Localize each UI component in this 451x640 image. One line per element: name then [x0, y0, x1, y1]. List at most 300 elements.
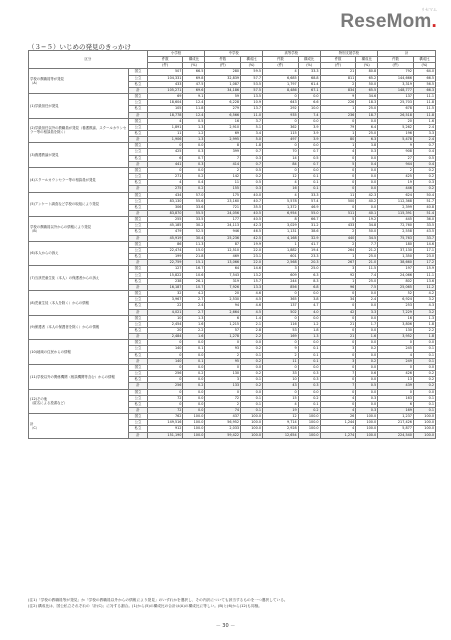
- count-cell: 4: [262, 401, 298, 407]
- count-cell: 12: [262, 414, 298, 420]
- ratio-cell: 12.4: [183, 112, 205, 118]
- ratio-cell: 11.5: [356, 266, 378, 272]
- count-cell: 72: [147, 395, 183, 401]
- count-cell: 267: [320, 260, 356, 266]
- header-school: 小学校: [147, 51, 205, 57]
- school-type: 私立: [129, 229, 147, 235]
- ratio-cell: 0.2: [298, 395, 320, 401]
- ratio-cell: 57.0: [183, 192, 205, 198]
- count-cell: 433: [147, 81, 183, 87]
- ratio-cell: 0.7: [241, 161, 263, 167]
- count-cell: 137: [262, 303, 298, 309]
- count-cell: 0: [147, 340, 183, 346]
- count-cell: 12: [262, 174, 298, 180]
- ratio-cell: 0.2: [298, 408, 320, 414]
- ratio-cell: 100.0: [241, 420, 263, 426]
- table-row: [29, 69, 436, 75]
- ratio-cell: 0.2: [241, 174, 263, 180]
- count-cell: 275: [147, 186, 183, 192]
- ratio-cell: 13.2: [241, 272, 263, 278]
- count-cell: 4: [320, 149, 356, 155]
- ratio-cell: 7.7: [356, 241, 378, 247]
- ratio-cell: 1.4: [241, 315, 263, 321]
- ratio-cell: 66.5: [413, 75, 435, 81]
- ratio-cell: 100.0: [183, 432, 205, 438]
- count-cell: 53: [262, 327, 298, 333]
- ratio-cell: 100.0: [356, 426, 378, 432]
- count-cell: 0: [320, 155, 356, 161]
- category-label: (1)学級担任が発見: [29, 94, 129, 119]
- count-cell: 1,278: [205, 334, 241, 340]
- count-cell: 2,568: [262, 260, 298, 266]
- count-cell: 95: [205, 358, 241, 364]
- table-row: [29, 192, 436, 198]
- count-cell: 43: [262, 383, 298, 389]
- count-cell: 0: [320, 389, 356, 395]
- header-unit: (件): [205, 63, 241, 69]
- count-cell: 86: [147, 241, 183, 247]
- ratio-cell: 11.8: [413, 112, 435, 118]
- school-type: 私立: [129, 81, 147, 87]
- ratio-cell: 0.0: [298, 291, 320, 297]
- count-cell: 2,558: [378, 229, 414, 235]
- ratio-cell: 0.2: [183, 371, 205, 377]
- ratio-cell: 0.0: [183, 401, 205, 407]
- ratio-cell: 0.1: [413, 352, 435, 358]
- count-cell: 96: [320, 284, 356, 290]
- ratio-cell: 1.7: [356, 321, 378, 327]
- school-type: 国立: [129, 143, 147, 149]
- ratio-cell: 15.7: [241, 278, 263, 284]
- count-cell: 434: [147, 192, 183, 198]
- ratio-cell: 0.0: [183, 408, 205, 414]
- ratio-cell: 100.0: [298, 414, 320, 420]
- count-cell: 148,777: [378, 87, 414, 93]
- ratio-cell: 22.0: [241, 247, 263, 253]
- count-cell: 11: [262, 358, 298, 364]
- school-type: 公立: [129, 272, 147, 278]
- count-cell: 224,540: [378, 432, 414, 438]
- ratio-cell: 46.9: [298, 204, 320, 210]
- header-col: 件数: [378, 57, 414, 63]
- ratio-cell: 30.4: [183, 235, 205, 241]
- count-cell: 5,578: [262, 198, 298, 204]
- ratio-cell: 7.5: [356, 284, 378, 290]
- school-type: 私立: [129, 278, 147, 284]
- count-cell: 3,319: [378, 81, 414, 87]
- count-cell: 177: [205, 217, 241, 223]
- ratio-cell: 55.0: [298, 211, 320, 217]
- ratio-cell: 0.7: [298, 161, 320, 167]
- count-cell: 0: [320, 315, 356, 321]
- ratio-cell: 2.2: [413, 327, 435, 333]
- header-col: 構成比: [413, 57, 435, 63]
- count-cell: 0: [320, 291, 356, 297]
- school-type: 私立: [129, 254, 147, 260]
- school-type: 計: [129, 186, 147, 192]
- ratio-cell: 53.5: [241, 81, 263, 87]
- count-cell: 20: [378, 118, 414, 124]
- ratio-cell: 0.5: [183, 118, 205, 124]
- ratio-cell: 3.3: [413, 130, 435, 136]
- count-cell: 19: [262, 408, 298, 414]
- school-type: 国立: [129, 69, 147, 75]
- ratio-cell: 8.3: [298, 278, 320, 284]
- count-cell: 609: [262, 272, 298, 278]
- ratio-cell: 33.5: [413, 223, 435, 229]
- count-cell: 59: [205, 94, 241, 100]
- count-cell: 2,530: [205, 297, 241, 303]
- count-cell: 811: [320, 75, 356, 81]
- count-cell: 319: [205, 278, 241, 284]
- ratio-cell: 1.6: [183, 334, 205, 340]
- count-cell: 180: [378, 241, 414, 247]
- ratio-cell: 1.2: [298, 321, 320, 327]
- count-cell: 11: [147, 130, 183, 136]
- count-cell: 1: [320, 254, 356, 260]
- count-cell: 912: [147, 426, 183, 432]
- count-cell: 24,113: [205, 223, 241, 229]
- ratio-cell: 55.6: [183, 198, 205, 204]
- ratio-cell: 0.1: [298, 346, 320, 352]
- ratio-cell: 1.6: [413, 118, 435, 124]
- count-cell: 175: [205, 192, 241, 198]
- count-cell: 26: [320, 414, 356, 420]
- count-cell: 624: [378, 192, 414, 198]
- school-type: 私立: [129, 303, 147, 309]
- count-cell: 0: [320, 364, 356, 370]
- ratio-cell: 3.4: [241, 130, 263, 136]
- count-cell: 507: [147, 69, 183, 75]
- ratio-cell: 11.8: [183, 106, 205, 112]
- ratio-cell: 33.3: [298, 192, 320, 198]
- ratio-cell: 35.5: [241, 204, 263, 210]
- ratio-cell: 100.0: [356, 420, 378, 426]
- ratio-cell: 15.0: [183, 247, 205, 253]
- ratio-cell: 100.0: [413, 420, 435, 426]
- school-type: 私立: [129, 327, 147, 333]
- count-cell: 2: [320, 241, 356, 247]
- count-cell: 13: [378, 377, 414, 383]
- count-cell: 0: [320, 186, 356, 192]
- ratio-cell: 3.9: [298, 124, 320, 130]
- ratio-cell: 51.7: [413, 198, 435, 204]
- ratio-cell: 0.2: [183, 383, 205, 389]
- ratio-cell: 0.0: [183, 352, 205, 358]
- school-type: 計: [129, 284, 147, 290]
- school-type: 計: [129, 358, 147, 364]
- count-cell: 112,368: [378, 198, 414, 204]
- ratio-cell: 19.2: [356, 217, 378, 223]
- ratio-cell: 4.0: [298, 309, 320, 315]
- school-type: 国立: [129, 118, 147, 124]
- count-cell: 45,919: [147, 235, 183, 241]
- ratio-cell: 4.7: [298, 303, 320, 309]
- count-cell: 0: [262, 118, 298, 124]
- header-col: 件数: [205, 57, 241, 63]
- count-cell: 7,543: [205, 272, 241, 278]
- count-cell: 5,478: [378, 137, 414, 143]
- count-cell: 1,131: [262, 229, 298, 235]
- school-type: 公立: [129, 124, 147, 130]
- school-type: 国立: [129, 266, 147, 272]
- count-cell: 16: [262, 186, 298, 192]
- count-cell: 0: [320, 352, 356, 358]
- ratio-cell: 50.0: [356, 81, 378, 87]
- ratio-cell: 1.3: [183, 137, 205, 143]
- ratio-cell: 18.7: [356, 112, 378, 118]
- ratio-cell: 57.7: [241, 75, 263, 81]
- note-2: (注2) 構成比は、国公私立それぞれの「計(C)」に対する割合。(1)から(5)の構成比の合計は(A)の構成比に等しい。(B)と(6)から(12)も同様。: [28, 604, 262, 608]
- ratio-cell: 21.8: [183, 254, 205, 260]
- count-cell: 79: [320, 124, 356, 130]
- section-title: （３−５）いじめの発見のきっかけ: [28, 43, 131, 51]
- ratio-cell: 19.4: [298, 247, 320, 253]
- count-cell: 856: [262, 284, 298, 290]
- count-cell: 245: [378, 346, 414, 352]
- count-cell: 0: [262, 364, 298, 370]
- category-label: (4)スクールカウンセラー等の相談員が発見: [29, 167, 129, 192]
- school-type: 公立: [129, 395, 147, 401]
- count-cell: 3: [262, 266, 298, 272]
- count-cell: 2: [205, 167, 241, 173]
- count-cell: 2,454: [147, 321, 183, 327]
- ratio-cell: 22.0: [241, 260, 263, 266]
- ratio-cell: 0.0: [183, 143, 205, 149]
- count-cell: 0: [320, 204, 356, 210]
- count-cell: 93: [205, 346, 241, 352]
- ratio-cell: 66.5: [183, 69, 205, 75]
- ratio-cell: 40.2: [356, 198, 378, 204]
- count-cell: 21: [320, 334, 356, 340]
- count-cell: 271: [147, 174, 183, 180]
- count-cell: 441: [147, 161, 183, 167]
- ratio-cell: 0.7: [413, 143, 435, 149]
- ratio-cell: 0.1: [241, 401, 263, 407]
- count-cell: 226: [320, 100, 356, 106]
- ratio-cell: 43.5: [413, 229, 435, 235]
- ratio-cell: 0.1: [183, 358, 205, 364]
- header-col: 件数: [147, 57, 183, 63]
- count-cell: 4: [147, 180, 183, 186]
- count-cell: 15,822: [147, 272, 183, 278]
- count-cell: 0: [147, 352, 183, 358]
- ratio-cell: 25.0: [356, 254, 378, 260]
- count-cell: 0: [320, 167, 356, 173]
- ratio-cell: 0.0: [356, 155, 378, 161]
- ratio-cell: 1.6: [356, 334, 378, 340]
- ratio-cell: 0.1: [241, 395, 263, 401]
- ratio-cell: 0.0: [298, 94, 320, 100]
- table-row: [29, 217, 436, 223]
- header-col: 構成比: [356, 57, 378, 63]
- ratio-cell: 25.0: [356, 278, 378, 284]
- ratio-cell: 100.0: [356, 432, 378, 438]
- school-type: 計: [129, 432, 147, 438]
- count-cell: 1: [320, 278, 356, 284]
- count-cell: 92: [320, 272, 356, 278]
- count-cell: 197: [378, 266, 414, 272]
- ratio-cell: 0.0: [241, 364, 263, 370]
- ratio-cell: 0.1: [298, 174, 320, 180]
- count-cell: 2: [262, 352, 298, 358]
- count-cell: 75,763: [378, 235, 414, 241]
- count-cell: 83,130: [147, 198, 183, 204]
- count-cell: 511: [320, 211, 356, 217]
- ratio-cell: 0.3: [356, 149, 378, 155]
- school-type: 公立: [129, 346, 147, 352]
- ratio-cell: 100.0: [298, 426, 320, 432]
- count-cell: 1,244: [320, 420, 356, 426]
- ratio-cell: 11.2: [413, 284, 435, 290]
- ratio-cell: 100.0: [241, 426, 263, 432]
- count-cell: 0: [147, 401, 183, 407]
- count-cell: 26,518: [378, 112, 414, 118]
- count-cell: 1,237: [378, 414, 414, 420]
- count-cell: 4: [320, 426, 356, 432]
- count-cell: 256: [147, 383, 183, 389]
- category-label: (2)学級担任以外の教職員が発見（養護教諭、スクールカウンセラー等の相談員を除く）: [29, 118, 129, 143]
- ratio-cell: 40.8: [413, 204, 435, 210]
- category-label: (6)本人からの訴え: [29, 241, 129, 266]
- ratio-cell: 0.0: [356, 174, 378, 180]
- count-cell: 11: [320, 192, 356, 198]
- ratio-cell: 0.0: [356, 389, 378, 395]
- count-cell: 1,215: [205, 321, 241, 327]
- count-cell: 445: [378, 217, 414, 223]
- header-col: 件数: [262, 57, 298, 63]
- ratio-cell: 0.3: [183, 161, 205, 167]
- ratio-cell: 3.2: [413, 309, 435, 315]
- ratio-cell: 57.5: [241, 87, 263, 93]
- header-school: 計: [378, 51, 436, 57]
- count-cell: 45,185: [147, 223, 183, 229]
- count-cell: 27: [378, 155, 414, 161]
- count-cell: 42: [320, 309, 356, 315]
- ratio-cell: 25.0: [356, 130, 378, 136]
- count-cell: 2,928: [262, 426, 298, 432]
- ratio-cell: 0.2: [183, 186, 205, 192]
- count-cell: 502: [262, 309, 298, 315]
- count-cell: 140: [147, 358, 183, 364]
- ratio-cell: 100.0: [413, 426, 435, 432]
- ratio-cell: 2.8: [241, 327, 263, 333]
- count-cell: 0: [147, 377, 183, 383]
- ratio-cell: 65.2: [356, 75, 378, 81]
- page-number: － 30 －: [215, 623, 236, 629]
- count-cell: 1,372: [262, 204, 298, 210]
- ratio-cell: 2.4: [413, 137, 435, 143]
- ratio-cell: 0.1: [241, 408, 263, 414]
- ratio-cell: 2.4: [356, 297, 378, 303]
- header-unit: (%): [183, 63, 205, 69]
- school-type: 計: [129, 211, 147, 217]
- count-cell: 9: [262, 346, 298, 352]
- count-cell: 497: [262, 137, 298, 143]
- count-cell: 2,910: [205, 124, 241, 130]
- count-cell: 0: [320, 174, 356, 180]
- ratio-cell: 2.4: [183, 303, 205, 309]
- ratio-cell: 0.1: [298, 180, 320, 186]
- count-cell: 601: [262, 254, 298, 260]
- count-cell: 16: [205, 118, 241, 124]
- count-cell: 3: [320, 266, 356, 272]
- count-cell: 83,870: [147, 211, 183, 217]
- school-type: 計: [129, 137, 147, 143]
- ratio-cell: 14.6: [413, 241, 435, 247]
- ratio-cell: 0.7: [241, 149, 263, 155]
- count-cell: 155: [205, 186, 241, 192]
- category-label: (5)アンケート調査など学校の取組により発見: [29, 192, 129, 217]
- count-cell: 2: [205, 352, 241, 358]
- count-cell: 59,422: [205, 432, 241, 438]
- count-cell: 3,806: [378, 321, 414, 327]
- ratio-cell: 0.7: [183, 155, 205, 161]
- count-cell: 426: [378, 371, 414, 377]
- category-label: (11)学校以外の関係機関（相談機関等含む）からの情報: [29, 364, 129, 389]
- ratio-cell: 3.3: [356, 309, 378, 315]
- count-cell: 0: [378, 364, 414, 370]
- ratio-cell: 2.7: [183, 297, 205, 303]
- count-cell: 802: [378, 278, 414, 284]
- count-cell: 142: [205, 174, 241, 180]
- ratio-cell: 26.1: [183, 278, 205, 284]
- school-type: 国立: [129, 241, 147, 247]
- count-cell: 72: [205, 395, 241, 401]
- count-cell: 80: [320, 137, 356, 143]
- count-cell: 18,778: [147, 112, 183, 118]
- count-cell: 0: [262, 291, 298, 297]
- count-cell: 8,486: [262, 87, 298, 93]
- count-cell: 2,664: [205, 309, 241, 315]
- ratio-cell: 40.5: [241, 217, 263, 223]
- ratio-cell: 0.0: [183, 389, 205, 395]
- count-cell: 5: [320, 217, 356, 223]
- count-cell: 7,229: [378, 309, 414, 315]
- ratio-cell: 0.1: [183, 346, 205, 352]
- notes: [28, 597, 438, 609]
- count-cell: 279: [205, 106, 241, 112]
- count-cell: 256: [147, 371, 183, 377]
- ratio-cell: 0.1: [413, 408, 435, 414]
- ratio-cell: 1.8: [413, 321, 435, 327]
- school-type: 国立: [129, 94, 147, 100]
- count-cell: 6,685: [262, 75, 298, 81]
- count-cell: 56,952: [205, 420, 241, 426]
- count-cell: 133: [205, 383, 241, 389]
- count-cell: 0: [147, 364, 183, 370]
- count-cell: 4: [147, 118, 183, 124]
- school-type: 国立: [129, 291, 147, 297]
- ratio-cell: 0.1: [298, 401, 320, 407]
- school-type: 私立: [129, 377, 147, 383]
- count-cell: 414: [205, 161, 241, 167]
- count-cell: 37,130: [378, 247, 414, 253]
- count-cell: 249: [378, 358, 414, 364]
- ratio-cell: 0.3: [413, 180, 435, 186]
- header-unit: (%): [413, 63, 435, 69]
- category-label: 学校の教職員等が発見 （A）: [29, 69, 129, 94]
- school-type: 公立: [129, 420, 147, 426]
- ratio-cell: 5.1: [241, 124, 263, 130]
- ratio-cell: 0.2: [241, 346, 263, 352]
- count-cell: 0: [205, 364, 241, 370]
- count-cell: 6: [205, 315, 241, 321]
- ratio-cell: 1.2: [183, 130, 205, 136]
- count-cell: 6: [147, 155, 183, 161]
- count-cell: 10: [262, 377, 298, 383]
- ratio-cell: 40.5: [241, 211, 263, 217]
